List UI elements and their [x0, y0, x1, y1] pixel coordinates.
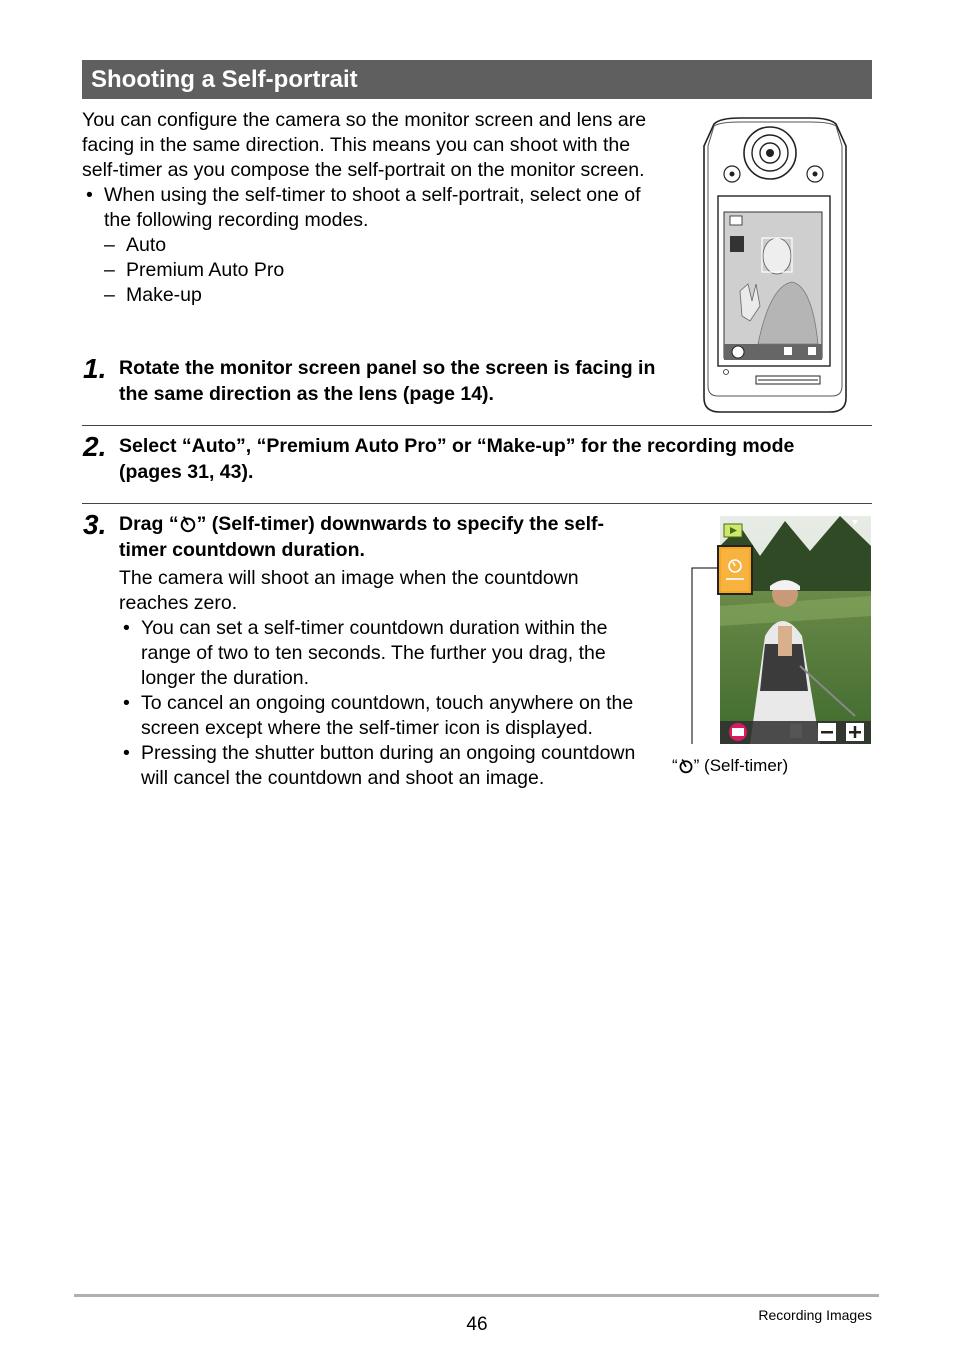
bullet-dot: •: [86, 184, 93, 206]
footer-section-label: Recording Images: [758, 1307, 872, 1323]
step-3-paragraph: The camera will shoot an image when the countdown reaches zero.: [119, 567, 579, 614]
camera-illustration: [700, 116, 850, 414]
mode-item-make-up: – Make-up: [104, 284, 202, 306]
step-3-bullet: • Pressing the shutter button during an ongoing countdown will cancel the countdown and shoot an image.: [123, 742, 636, 789]
step-3-title: [119, 511, 649, 563]
step-3-bullet: • You can set a self-timer countdown duration within the range of two to ten seconds. The further you drag, the longer the duration.: [123, 617, 608, 689]
mode-label: Auto: [126, 234, 167, 256]
section-title: Shooting a Self-portrait: [82, 60, 872, 99]
mode-label: Make-up: [126, 284, 202, 306]
step-2-title: Select “Auto”, “Premium Auto Pro” or “Make-up” for the recording mode (pages 31, 43).: [119, 435, 795, 483]
mode-label: Premium Auto Pro: [126, 259, 285, 281]
step-3-bullet-text: To cancel an ongoing countdown, touch anywhere on the screen except where the self-timer icon is displayed.: [141, 692, 634, 739]
divider: [82, 503, 872, 504]
step-3-bullet: • To cancel an ongoing countdown, touch anywhere on the screen except where the self-timer icon is displayed.: [123, 692, 634, 739]
intro-bullet-text: When using the self-timer to shoot a self-portrait, select one of the following recording modes.: [104, 184, 641, 231]
caption-prefix: “: [672, 756, 678, 775]
caption-suffix: ” (Self-timer): [693, 756, 789, 775]
step-3-bullet-text: Pressing the shutter button during an ongoing countdown will cancel the countdown and shoot an image.: [141, 742, 636, 789]
step-3-title-suffix: ” (Self-timer) downwards to specify the self-timer countdown duration.: [119, 513, 605, 561]
intro-block: [82, 108, 667, 308]
self-timer-screen-illustration: [690, 516, 872, 746]
divider: [82, 425, 872, 426]
self-timer-icon: [678, 758, 694, 774]
step-1-number: 1.: [83, 353, 107, 384]
figure-caption: [672, 755, 788, 777]
intro-bullet: [82, 183, 667, 233]
step-3-body: [119, 566, 649, 791]
footer-divider: [74, 1294, 879, 1297]
mode-item-auto: – Auto: [104, 234, 167, 256]
step-3-bullet-text: You can set a self-timer countdown duration within the range of two to ten seconds. The further you drag, the longer the duration.: [141, 617, 608, 689]
step-3-title-prefix: Drag “: [119, 513, 179, 535]
page-number: 46: [466, 1314, 488, 1335]
mode-item-premium-auto-pro: – Premium Auto Pro: [104, 259, 285, 281]
step-3-number: 3.: [83, 509, 107, 540]
step-1-title: Rotate the monitor screen panel so the screen is facing in the same direction as the lens (page 14).: [119, 357, 656, 405]
self-timer-icon: [179, 515, 197, 533]
step-2-number: 2.: [83, 431, 107, 462]
intro-paragraph: You can configure the camera so the monitor screen and lens are facing in the same direction. This means you can shoot with the self-timer as you compose the self-portrait on the monitor screen.: [82, 109, 647, 181]
